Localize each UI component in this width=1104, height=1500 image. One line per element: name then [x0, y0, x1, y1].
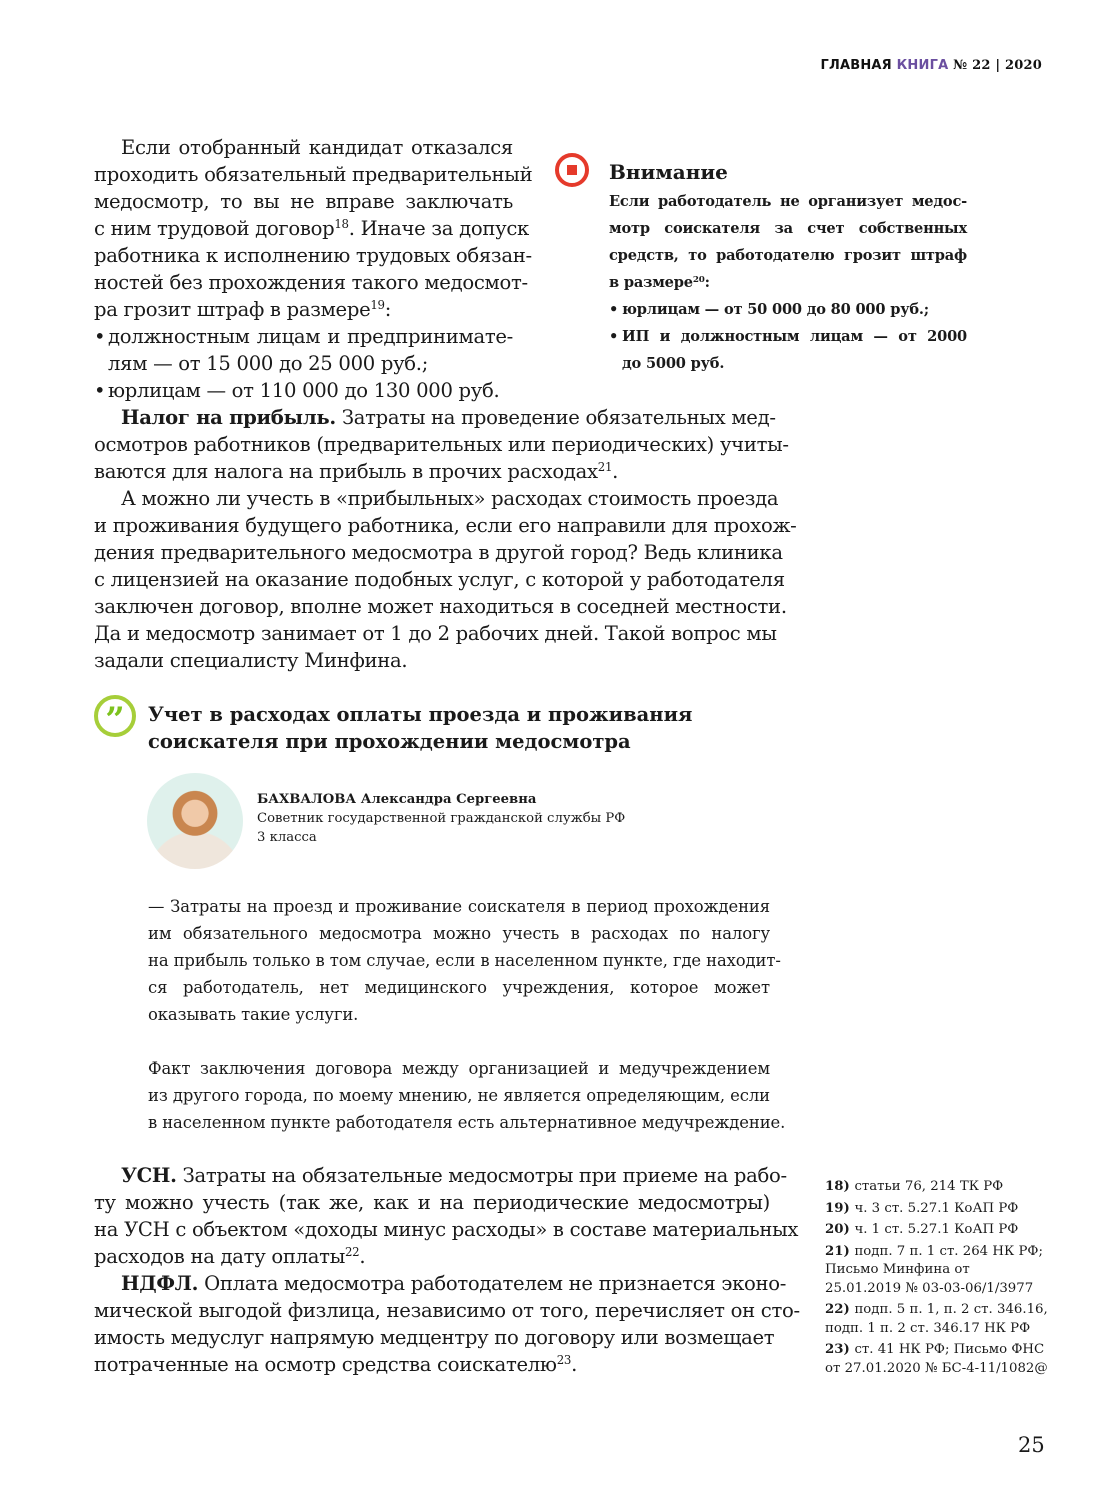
text-line: на УСН с объектом «доходы минус расходы» в составе материальных	[94, 1218, 799, 1241]
footnote-number: 22)	[825, 1302, 855, 1317]
expert-role: Советник государственной гражданской службы РФ	[257, 811, 626, 826]
text-line: Да и медосмотр занимает от 1 до 2 рабочих дней. Такой вопрос мы	[94, 622, 777, 645]
text-line: дения предварительного медосмотра в другой город? Ведь клиника	[94, 541, 783, 564]
brand-name-accent: КНИГА	[896, 58, 949, 73]
run-in-heading: Налог на прибыль.	[121, 406, 336, 429]
footnote-text: подп. 5 п. 1, п. 2 ст. 346.16, подп. 1 п. 2 ст. 346.17 НК РФ	[825, 1302, 1048, 1336]
text-line: работника к исполнению трудовых обязан-	[94, 244, 532, 267]
footnote-text: ч. 1 ст. 5.27.1 КоАП РФ	[854, 1222, 1019, 1237]
text-line: осмотров работников (предварительных или периодических) учиты-	[94, 433, 789, 456]
text-line: УСН. Затраты на обязательные медосмотры при приеме на рабо-	[121, 1164, 787, 1187]
footnote-ref: 22	[345, 1244, 360, 1259]
text-line: им обязательного медосмотра можно учесть в расходах по налогу	[148, 924, 770, 943]
text-line: с лицензией на оказание подобных услуг, с которой у работодателя	[94, 568, 785, 591]
text-line: расходов на дату оплаты$^{22}$.	[94, 1244, 366, 1268]
footnote-number: 18)	[825, 1179, 855, 1194]
bullet-line: • юрлицам — от 110 000 до 130 000 руб.	[94, 377, 513, 404]
footnote-ref: 20	[692, 274, 705, 285]
text-line: Если работодатель не организует медос-	[609, 193, 967, 210]
text-line: средств, то работодателю грозит штраф	[609, 247, 967, 264]
footnote	[825, 1341, 1050, 1378]
bullet-line: • ИП и должностным лицам — от 2000	[609, 323, 967, 350]
footnote-ref: 18	[334, 216, 349, 231]
expert-info	[257, 790, 625, 847]
running-header	[820, 58, 1042, 73]
quote-title-line: соискателя при прохождении медосмотра	[148, 730, 631, 753]
text-line: ту можно учесть (так же, как и на периодические медосмотры)	[94, 1191, 770, 1214]
bullet-line: лям — от 15 000 до 25 000 руб.;	[108, 352, 429, 375]
alert-body	[609, 188, 967, 377]
expert-quote	[148, 893, 786, 1136]
text-line: ся работодатель, нет медицинского учреждения, которое может	[148, 978, 770, 997]
text-line: медосмотр, то вы не вправе заключать	[94, 190, 513, 213]
text-line: в населенном пункте работодателя есть альтернативное медучреждение.	[148, 1113, 786, 1132]
footnote-number: 19)	[825, 1200, 855, 1216]
brand-name: ГЛАВНАЯ	[820, 58, 892, 73]
bullet-line: до 5000 руб.	[622, 355, 725, 372]
footnote-number: 23)	[825, 1342, 855, 1357]
text-line: ваются для налога на прибыль в прочих расходах$^{21}$.	[94, 459, 619, 483]
profit-tax-section	[94, 404, 797, 674]
quote-title	[148, 701, 692, 755]
footnote-text: ч. 3 ст. 5.27.1 КоАП РФ	[854, 1200, 1019, 1216]
alert-title: Внимание	[609, 160, 728, 184]
text-line: задали специалисту Минфина.	[94, 649, 408, 672]
page-number: 25	[1018, 1433, 1045, 1457]
text-line: потраченные на осмотр средства соискателю$^{23}$.	[94, 1352, 577, 1376]
footnote-ref: 19	[370, 297, 385, 312]
footnote-ref: 21	[597, 459, 613, 474]
footnote	[825, 1221, 1050, 1240]
text-line: с ним трудовой договор$^{18}$. Иначе за допуск	[94, 216, 529, 240]
intro-text	[94, 134, 533, 404]
text-line: на прибыль только в том случае, если в населенном пункте, где находит-	[148, 951, 781, 970]
text-line: из другого города, по моему мнению, не является определяющим, если	[148, 1086, 770, 1105]
issue-number: № 22 | 2020	[953, 58, 1042, 73]
footnote-number: 20)	[825, 1222, 855, 1237]
expert-name: БАХВАЛОВА Александра Сергеевна	[257, 792, 537, 807]
text-line: Если отобранный кандидат отказался	[121, 136, 513, 159]
quote-title-line: Учет в расходах оплаты проезда и проживания	[148, 703, 693, 726]
text-line: Факт заключения договора между организацией и медучреждением	[148, 1059, 770, 1078]
footnote	[825, 1200, 1050, 1219]
footnote-text: подп. 7 п. 1 ст. 264 НК РФ; Письмо Минфина от 25.01.2019 № 03-03-06/1/3977	[825, 1243, 1043, 1296]
footnote	[825, 1301, 1050, 1338]
expert-role: 3 класса	[257, 830, 317, 845]
text-line: и проживания будущего работника, если его направили для прохож-	[94, 514, 797, 537]
text-line: А можно ли учесть в «прибыльных» расходах стоимость проезда	[121, 487, 779, 510]
text-line: имость медуслуг напрямую медцентру по договору или возмещает	[94, 1326, 775, 1349]
alert-stop-icon	[555, 153, 589, 187]
footnote-text: статьи 76, 214 ТК РФ	[854, 1179, 1004, 1194]
text-line: — Затраты на проезд и проживание соискателя в период прохождения	[148, 897, 770, 916]
text-line: мотр соискателя за счет собственных	[609, 220, 967, 237]
footnote-ref: 23	[556, 1352, 572, 1367]
run-in-heading: УСН.	[121, 1164, 177, 1187]
text-line: ра грозит штраф в размере$^{19}$:	[94, 297, 392, 321]
quote-icon: ”	[94, 695, 136, 737]
text-line: в размере$^{20}$:	[609, 274, 710, 291]
text-line: проходить обязательный предварительный	[94, 163, 533, 186]
footnotes	[825, 1178, 1050, 1381]
text-line: мической выгодой физлица, независимо от того, перечисляет он сто-	[94, 1299, 800, 1322]
expert-photo	[147, 773, 243, 869]
footnote-number: 21)	[825, 1243, 855, 1259]
text-line: ностей без прохождения такого медосмот-	[94, 271, 528, 294]
footnote-text: ст. 41 НК РФ; Письмо ФНС от 27.01.2020 № БС-4-11/1082@	[825, 1342, 1048, 1376]
text-line: Налог на прибыль. Затраты на проведение обязательных мед-	[121, 406, 776, 429]
text-line: заключен договор, вполне может находиться в соседней местности.	[94, 595, 787, 618]
footnote	[825, 1178, 1050, 1197]
footnote	[825, 1243, 1050, 1299]
text-line: оказывать такие услуги.	[148, 1005, 359, 1024]
run-in-heading: НДФЛ.	[121, 1272, 199, 1295]
bullet-line: • должностным лицам и предпринимате-	[94, 323, 513, 350]
bullet-line: • юрлицам — от 50 000 до 80 000 руб.;	[609, 296, 967, 323]
text-line: НДФЛ. Оплата медосмотра работодателем не признается эконо-	[121, 1272, 787, 1295]
usn-ndfl-section	[94, 1162, 800, 1378]
